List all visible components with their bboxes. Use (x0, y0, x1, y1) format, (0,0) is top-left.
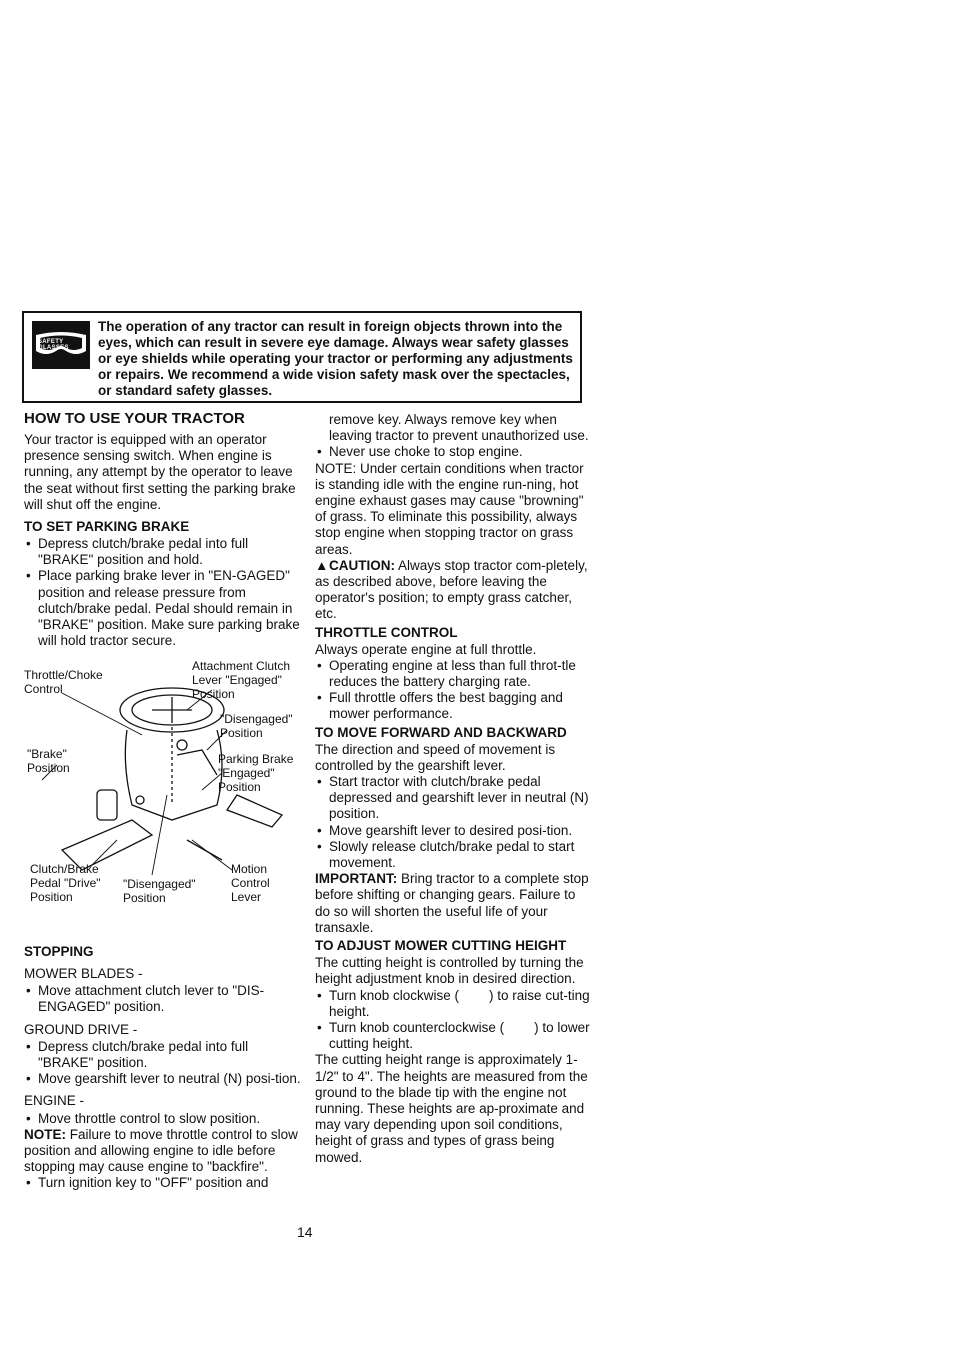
list-item: • Never use choke to stop engine. (315, 444, 590, 460)
right-column (315, 412, 594, 1166)
safety-glasses-icon (32, 321, 90, 369)
list-item: • Move gearshift lever to desired posi-tion. (315, 823, 590, 839)
cutting-heading: TO ADJUST MOWER CUTTING HEIGHT (315, 938, 567, 954)
control-panel-edge (177, 750, 217, 775)
cutting-intro: The cutting height is controlled by turning the height adjustment knob in desired direction. (315, 955, 584, 987)
dash-body (125, 730, 222, 820)
caution-text: Always stop tractor com-pletely, as described above, before leaving the operator's position; to empty grass catcher, etc. (315, 557, 588, 622)
list-item: • Turn knob clockwise ( ) to raise cut-ting height. (315, 988, 590, 1020)
label-motion: Motion Control Lever (231, 862, 270, 904)
safety-warning-box (22, 311, 582, 403)
list-item: • Move attachment clutch lever to "DIS-ENGAGED" position. (24, 983, 304, 1015)
continued-text: remove key. Always remove key when leaving tractor to prevent unauthorized use. (329, 412, 589, 444)
leader-motion (192, 840, 232, 870)
label-parking-brake: Parking Brake "Engaged" Position (218, 752, 294, 794)
list-item: • Depress clutch/brake pedal into full "BRAKE" position. (24, 1039, 304, 1071)
parking-brake-heading: TO SET PARKING BRAKE (24, 519, 190, 535)
engine-note (24, 1127, 304, 1176)
throttle-intro: Always operate engine at full throttle. (315, 641, 537, 657)
caution-paragraph (315, 558, 590, 623)
intro-paragraph: Your tractor is equipped with an operator presence sensing switch. When engine is running, any attempt by the operator to leave the seat without first setting the parking brake will shut off the engine. (24, 432, 296, 512)
list-item: • Place parking brake lever in "EN-GAGED" position and release pressure from clutch/brake pedal. Pedal should remain in "BRAKE" position. Make sure parking brake will hold tractor secure. (24, 568, 304, 649)
list-item: • Turn ignition key to "OFF" position and (24, 1175, 304, 1191)
parking-brake-list (24, 536, 304, 649)
safety-glasses-label: SAFETY GLASSES (38, 339, 69, 351)
caution-label: CAUTION: (329, 557, 395, 573)
list-item: • Move throttle control to slow position. (24, 1111, 304, 1127)
steering-spokes (152, 697, 192, 723)
list-item: • Move gearshift lever to neutral (N) posi-tion. (24, 1071, 304, 1087)
leader-throttle (62, 693, 142, 735)
section-title: HOW TO USE YOUR TRACTOR (24, 410, 245, 427)
forward-heading: TO MOVE FORWARD AND BACKWARD (315, 724, 567, 740)
lever-housing (97, 790, 117, 820)
list-item: • Slowly release clutch/brake pedal to start movement. (315, 839, 590, 871)
browning-note: NOTE: Under certain conditions when tractor is standing idle with the engine run-ning, hot engine exhaust gases may cause "browning" of grass. To eliminate this possibility, always stop engine when stopping tractor on grass areas. (315, 460, 584, 557)
tractor-controls-diagram (22, 655, 307, 915)
mower-blades-label: MOWER BLADES - (24, 966, 143, 981)
list-item: • Turn knob counterclockwise ( ) to lower cutting height. (315, 1020, 590, 1052)
forward-list (315, 774, 590, 871)
caution-icon: ▲ (315, 557, 329, 573)
label-attachment: Attachment Clutch Lever "Engaged" Position (192, 659, 291, 701)
note-text: Failure to move throttle control to slow position and allowing engine to idle before stopping may cause engine to "backfire". (24, 1126, 298, 1175)
left-column (24, 410, 304, 649)
throttle-knob (177, 740, 187, 750)
important-label: IMPORTANT: (315, 871, 398, 887)
ground-drive-label: GROUND DRIVE - (24, 1021, 138, 1037)
leader-disengaged-bottom (152, 795, 167, 875)
throttle-heading: THROTTLE CONTROL (315, 624, 458, 640)
list-item: • Full throttle offers the best bagging and mower performance. (315, 690, 590, 722)
stopping-heading: STOPPING (24, 944, 94, 959)
motion-control-lever (187, 840, 222, 860)
engine-list (24, 1111, 304, 1127)
warning-text: The operation of any tractor can result in foreign objects thrown into the eyes, which can result in severe eye damage. Always wear safety glasses or eye shields while operating your tractor or performing any adjustments or repairs. We recommend a wide vision safety mask over the spectacles, or standard safety glasses. (98, 319, 573, 398)
cutting-list (315, 987, 594, 1053)
important-text: Bring tractor to a complete stop before shifting or changing gears. Failure to do so will shorten the useful life of your transaxle. (315, 871, 589, 935)
label-clutch: Clutch/Brake Pedal "Drive" Position (30, 862, 101, 904)
label-brake: "Brake" Position (27, 747, 70, 775)
ground-drive-list (24, 1039, 304, 1088)
ignition-list (24, 1175, 304, 1191)
page-number: 14 (297, 1224, 313, 1240)
label-disengaged-bottom: "Disengaged" Position (123, 877, 196, 905)
list-item: • Start tractor with clutch/brake pedal depressed and gearshift lever in neutral (N) position. (315, 774, 590, 823)
label-disengaged-top: "Disengaged" Position (220, 712, 293, 740)
list-item: • Operating engine at less than full throt-tle reduces the battery charging rate. (315, 658, 590, 690)
engine-label: ENGINE - (24, 1093, 85, 1109)
stopping-section (24, 942, 304, 1192)
mower-blades-list (24, 983, 304, 1015)
parking-brake-lever (227, 795, 282, 827)
cutting-range-text: The cutting height range is approximately 1-1/2" to 4". The heights are measured from the ground to the blade tip with the engine not running. These heights are ap-proximate and may vary depending upon soil conditions, height of grass and types of grass being mowed. (315, 1052, 588, 1165)
choke-knob (136, 796, 144, 804)
list-item: • Depress clutch/brake pedal into full "BRAKE" position and hold. (24, 536, 304, 568)
label-throttle: Throttle/Choke Control (24, 668, 103, 696)
choke-list (315, 444, 590, 460)
note-label: NOTE: (24, 1126, 66, 1142)
throttle-list (315, 658, 590, 723)
important-paragraph (315, 871, 590, 936)
forward-intro: The direction and speed of movement is controlled by the gearshift lever. (315, 741, 556, 773)
